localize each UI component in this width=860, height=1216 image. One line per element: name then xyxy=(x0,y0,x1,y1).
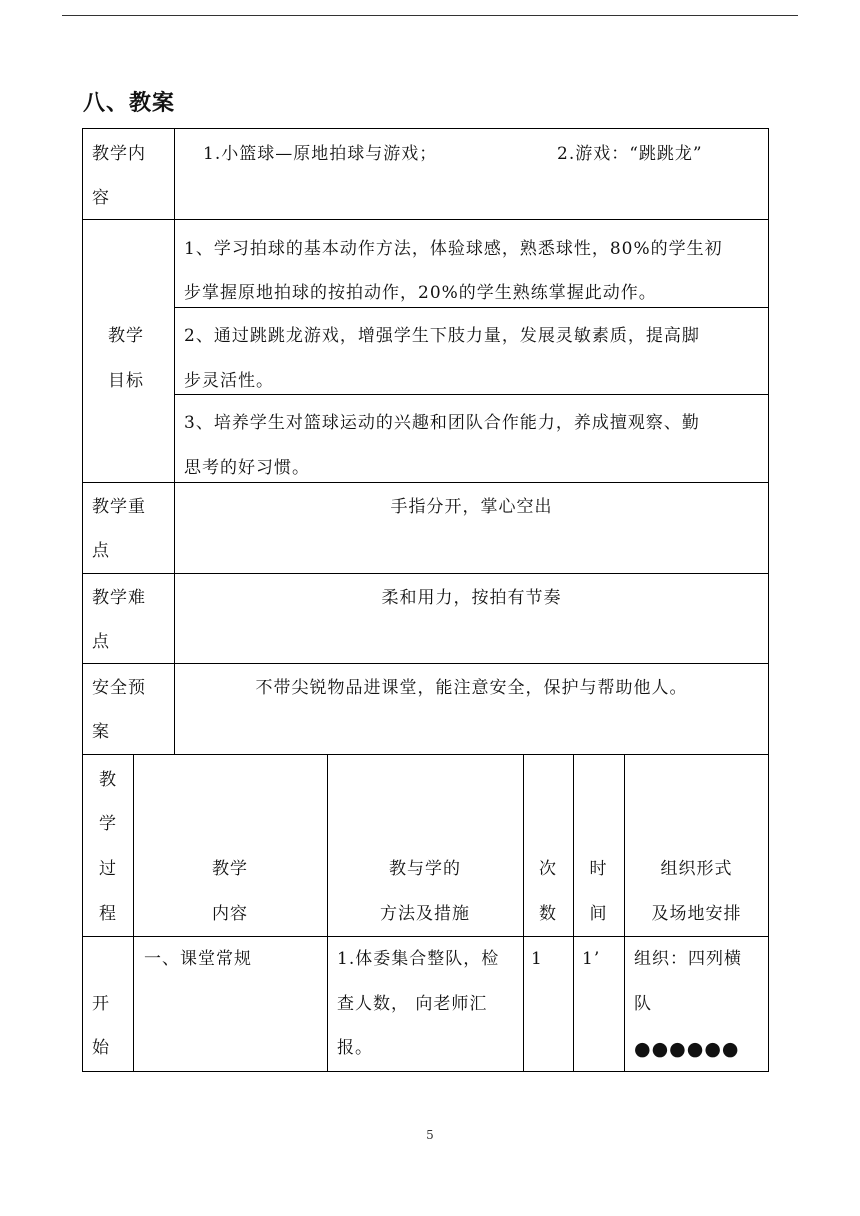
key-points-value: 手指分开，掌心空出 xyxy=(390,497,553,517)
goal-text: 1、学习拍球的基本动作方法，体验球感，熟悉球性，80%的学生初 xyxy=(184,239,723,259)
row-label: 目标 xyxy=(108,371,144,391)
process-time: 1’ xyxy=(582,949,601,969)
row-label: 教学难 xyxy=(92,588,146,608)
difficulties-value: 柔和用力，按拍有节奏 xyxy=(381,588,562,608)
row-label: 容 xyxy=(92,188,110,208)
goal-text: 步灵活性。 xyxy=(184,371,274,391)
safety-value: 不带尖锐物品进课堂，能注意安全，保护与帮助他人。 xyxy=(255,678,688,698)
label-column-divider xyxy=(174,128,175,754)
process-method: 1.体委集合整队，检 xyxy=(337,949,500,969)
row-divider xyxy=(82,482,769,483)
row-divider xyxy=(82,573,769,574)
goal-divider xyxy=(174,394,769,395)
row-label: 安全预 xyxy=(92,678,146,698)
header-time: 时 xyxy=(589,859,608,879)
row-label: 教学重 xyxy=(92,497,146,517)
process-content: 一、课堂常规 xyxy=(144,949,252,969)
content-item: 2.游戏：“跳跳龙” xyxy=(557,144,703,164)
goal-text: 3、培养学生对篮球运动的兴趣和团队合作能力，养成擅观察、勤 xyxy=(184,413,700,433)
header-count: 数 xyxy=(539,904,557,924)
stage-char: 过 xyxy=(99,859,117,879)
stage-char: 教 xyxy=(99,770,117,790)
process-organization: 队 xyxy=(634,994,652,1014)
goal-text: 步掌握原地拍球的按拍动作，20%的学生熟练掌握此动作。 xyxy=(184,283,657,303)
row-label: 点 xyxy=(92,541,110,561)
header-organization: 组织形式 xyxy=(660,859,733,879)
goal-text: 2、通过跳跳龙游戏，增强学生下肢力量，发展灵敏素质，提高脚 xyxy=(184,326,700,346)
row-divider xyxy=(82,663,769,664)
row-label: 教学 xyxy=(108,326,144,346)
stage-char: 学 xyxy=(99,814,117,834)
stage-char: 开 xyxy=(92,994,110,1014)
section-title: 八、教案 xyxy=(83,91,176,116)
header-content: 内容 xyxy=(212,904,248,924)
header-method: 教与学的 xyxy=(389,859,461,879)
process-method: 查人数， 向老师汇 xyxy=(337,994,488,1014)
formation-dots: ●●●●●● xyxy=(634,1038,740,1060)
goal-divider xyxy=(174,307,769,308)
row-divider xyxy=(82,936,769,937)
row-label: 教学内 xyxy=(92,144,146,164)
process-count: 1 xyxy=(531,949,543,969)
row-divider xyxy=(82,754,769,755)
goal-text: 思考的好习惯。 xyxy=(184,458,310,478)
header-rule xyxy=(62,15,798,16)
header-organization: 及场地安排 xyxy=(651,904,742,924)
header-method: 方法及措施 xyxy=(380,904,470,924)
process-organization: 组织：四列横 xyxy=(634,949,742,969)
header-content: 教学 xyxy=(212,859,248,879)
stage-char: 程 xyxy=(99,904,117,924)
header-count: 次 xyxy=(539,859,557,879)
page-number: 5 xyxy=(426,1128,434,1142)
process-method: 报。 xyxy=(337,1038,373,1058)
row-label: 点 xyxy=(92,632,110,652)
row-label: 案 xyxy=(92,722,110,742)
header-time: 间 xyxy=(589,904,608,924)
row-divider xyxy=(82,219,769,220)
content-item: 1.小篮球—原地拍球与游戏； xyxy=(203,144,438,164)
stage-char: 始 xyxy=(92,1038,110,1058)
